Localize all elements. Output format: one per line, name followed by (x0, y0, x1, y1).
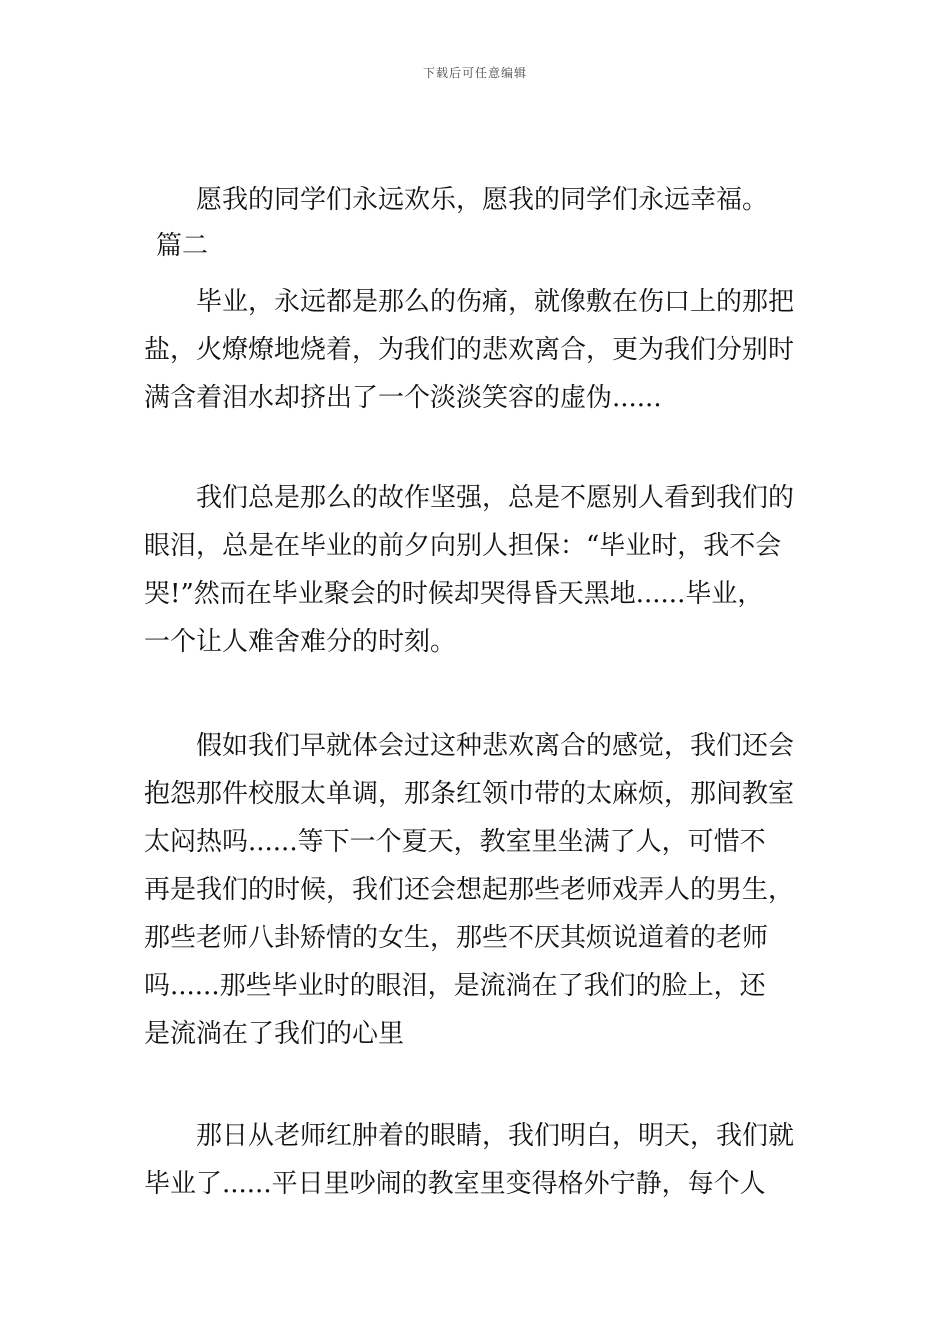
paragraph-line: 满含着泪水却挤出了一个淡淡笑容的虚伪...... (144, 383, 662, 413)
paragraph-line: 假如我们早就体会过这种悲欢离合的感觉，我们还会 (196, 731, 795, 761)
paragraph-line: 一个让人难舍难分的时刻。 (144, 627, 457, 657)
paragraph-line: 吗......那些毕业时的眼泪，是流淌在了我们的脸上，还 (144, 971, 766, 1001)
paragraph-line: 毕业了......平日里吵闹的教室里变得格外宁静，每个人 (144, 1169, 766, 1199)
paragraph-line: 再是我们的时候，我们还会想起那些老师戏弄人的男生， (144, 875, 795, 905)
paragraph-line: 抱怨那件校服太单调，那条红领巾带的太麻烦，那间教室 (144, 779, 795, 809)
paragraph-4 (144, 1112, 810, 1208)
paragraph-line: 盐，火燎燎地烧着，为我们的悲欢离合，更为我们分别时 (144, 335, 795, 365)
paragraph-2 (144, 474, 810, 666)
paragraph-line: 太闷热吗......等下一个夏天，教室里坐满了人，可惜不 (144, 827, 766, 857)
section-title: 篇二 (156, 231, 209, 261)
paragraph-line: 我们总是那么的故作坚强，总是不愿别人看到我们的 (196, 483, 795, 513)
paragraph-line: 哭!”然而在毕业聚会的时候却哭得昏天黑地......毕业， (144, 579, 764, 609)
paragraph-3 (144, 722, 810, 1058)
paragraph-line: 那日从老师红肿着的眼睛，我们明白，明天，我们就 (196, 1121, 795, 1151)
paragraph-line: 那些老师八卦矫情的女生，那些不厌其烦说道着的老师 (144, 923, 769, 953)
paragraph-line: 眼泪，总是在毕业的前夕向别人担保：“毕业时，我不会 (144, 531, 782, 561)
paragraph-line: 是流淌在了我们的心里 (144, 1019, 405, 1049)
closing-line: 愿我的同学们永远欢乐，愿我的同学们永远幸福。 (196, 185, 769, 215)
page-header: 下载后可任意编辑 (422, 66, 527, 80)
paragraph-line: 毕业，永远都是那么的伤痛，就像敷在伤口上的那把 (196, 287, 795, 317)
paragraph-1 (144, 278, 810, 422)
